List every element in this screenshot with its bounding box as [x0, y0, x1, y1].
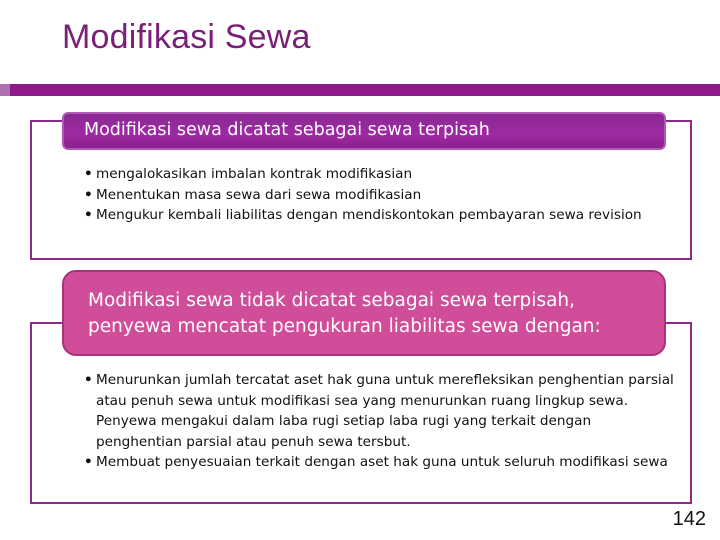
- page-number: 142: [672, 508, 706, 530]
- section1-header: Modifikasi sewa dicatat sebagai sewa terpisah: [62, 112, 666, 150]
- section1-bullet-list: [84, 164, 654, 226]
- section1-bullet-1: • mengalokasikan imbalan kontrak modifikasian: [84, 164, 654, 185]
- title-rule-accent: [0, 84, 10, 96]
- title-rule: [0, 84, 720, 96]
- section2-header: Modifikasi sewa tidak dicatat sebagai sewa terpisah, penyewa mencatat pengukuran liabilitas sewa dengan:: [62, 270, 666, 356]
- section1-bullet-3: • Mengukur kembali liabilitas dengan mendiskontokan pembayaran sewa revision: [84, 205, 654, 226]
- section1-bullet-2: • Menentukan masa sewa dari sewa modifikasian: [84, 185, 654, 206]
- section2-bullet-2: • Membuat penyesuaian terkait dengan aset hak guna untuk seluruh modifikasi sewa: [84, 452, 674, 473]
- section2-bullet-list: [84, 370, 674, 473]
- slide-title: Modifikasi Sewa: [62, 18, 311, 56]
- section2-bullet-1: • Menurunkan jumlah tercatat aset hak guna untuk merefleksikan penghentian parsial atau penuh sewa untuk modifikasi sea yang menurunkan ruang lingkup sewa. Penyewa mengakui dalam laba rugi setiap laba rugi yang terkait dengan penghentian parsial atau penuh sewa tersbut.: [84, 370, 674, 452]
